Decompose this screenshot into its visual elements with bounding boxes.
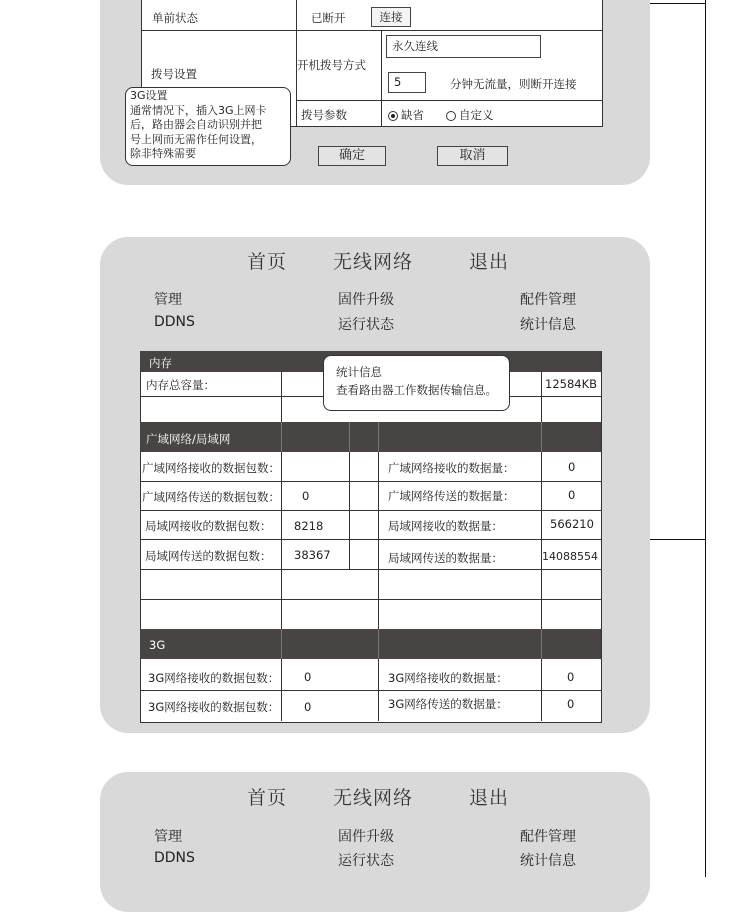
lan-tx-bytes-value: 14088554 bbox=[542, 550, 598, 563]
idle-suffix: 分钟无流量，则断开连接 bbox=[450, 77, 577, 91]
memory-total-value: 12584KB bbox=[545, 377, 598, 391]
cancel-button[interactable]: 取消 bbox=[437, 146, 508, 166]
3g-rx-packets-value: 0 bbox=[304, 670, 312, 684]
3g-settings-tip bbox=[125, 87, 291, 166]
param-custom-option[interactable]: 自定义 bbox=[446, 107, 494, 123]
3g-rx-bytes-label: 3G网络接收的数据量： bbox=[388, 671, 508, 685]
stats-tooltip bbox=[323, 355, 510, 411]
menu-firmware[interactable]: 固件升级 bbox=[338, 292, 394, 308]
menu-stats[interactable]: 统计信息 bbox=[520, 317, 576, 333]
idle-minutes-input[interactable]: 5 bbox=[388, 72, 426, 93]
tip-title: 3G设置 bbox=[130, 89, 168, 102]
wan-rx-bytes-value: 0 bbox=[568, 460, 576, 474]
dial-mode-field[interactable]: 永久连线 bbox=[386, 35, 541, 58]
lan-tx-packets-value: 38367 bbox=[294, 548, 331, 562]
menu-parts[interactable]: 配件管理 bbox=[520, 829, 576, 845]
wan-rx-packets-label: 广域网络接收的数据包数： bbox=[142, 461, 280, 475]
menu-manage[interactable]: 管理 bbox=[154, 292, 182, 308]
radio-unselected-icon bbox=[446, 111, 456, 121]
lan-tx-packets-label: 局域网传送的数据包数： bbox=[145, 549, 272, 563]
3g-tx-bytes-value: 0 bbox=[567, 697, 575, 711]
nav-wireless[interactable]: 无线网络 bbox=[333, 251, 414, 273]
nav-home[interactable]: 首页 bbox=[247, 787, 288, 809]
3g-tx-bytes-label: 3G网络传送的数据量： bbox=[388, 697, 508, 711]
wan-tx-packets-label: 广域网络传送的数据包数： bbox=[142, 490, 280, 504]
tip-line: 后，路由器会自动识别并把 bbox=[130, 118, 262, 131]
connect-button[interactable]: 连接 bbox=[371, 7, 411, 27]
wan-tx-bytes-value: 0 bbox=[568, 488, 576, 502]
param-default-option[interactable]: 缺省 bbox=[388, 107, 424, 123]
menu-ddns[interactable]: DDNS bbox=[154, 850, 195, 866]
tip-line: 通常情况下，插入3G上网卡 bbox=[130, 103, 267, 117]
menu-status[interactable]: 运行状态 bbox=[338, 853, 394, 869]
memory-total-label: 内存总容量： bbox=[146, 378, 215, 392]
menu-stats[interactable]: 统计信息 bbox=[520, 853, 576, 869]
dial-params-label: 拨号参数 bbox=[301, 108, 347, 122]
menu-parts[interactable]: 配件管理 bbox=[520, 292, 576, 308]
menu-ddns[interactable]: DDNS bbox=[154, 314, 195, 330]
menu-manage[interactable]: 管理 bbox=[154, 829, 182, 845]
status-value: 已断开 bbox=[311, 11, 346, 25]
3g-rx-packets-label: 3G网络接收的数据包数： bbox=[148, 671, 280, 685]
tooltip-title: 统计信息 bbox=[336, 365, 382, 379]
memory-header: 内存 bbox=[149, 356, 172, 370]
nav-wireless[interactable]: 无线网络 bbox=[333, 787, 414, 809]
tooltip-text: 查看路由器工作数据传输信息。 bbox=[336, 383, 497, 397]
radio-selected-icon bbox=[388, 111, 398, 121]
tip-line: 号上网而无需作任何设置， bbox=[130, 132, 262, 146]
3g-rx-packets-label-2: 3G网络接收的数据包数： bbox=[148, 700, 280, 714]
lan-rx-bytes-label: 局域网接收的数据量： bbox=[388, 519, 503, 533]
lan-tx-bytes-label: 局域网传送的数据量： bbox=[388, 551, 503, 565]
menu-status[interactable]: 运行状态 bbox=[338, 317, 394, 333]
connector-vertical-line bbox=[705, 0, 706, 877]
wan-lan-header: 广域网络/局域网 bbox=[146, 432, 231, 446]
3g-header: 3G bbox=[149, 638, 166, 652]
lan-rx-packets-label: 局域网接收的数据包数： bbox=[145, 519, 272, 533]
wan-rx-bytes-label: 广域网络接收的数据量： bbox=[388, 461, 515, 475]
menu-firmware[interactable]: 固件升级 bbox=[338, 829, 394, 845]
3g-rx-packets-value-2: 0 bbox=[304, 700, 312, 714]
wan-lan-header-row bbox=[140, 422, 601, 452]
confirm-button[interactable]: 确定 bbox=[318, 146, 386, 166]
nav-logout[interactable]: 退出 bbox=[469, 787, 510, 809]
3g-header-row bbox=[140, 629, 601, 659]
lan-rx-packets-value: 8218 bbox=[294, 519, 324, 533]
dial-settings-label: 拨号设置 bbox=[151, 67, 197, 81]
3g-rx-bytes-value: 0 bbox=[567, 670, 575, 684]
nav-logout[interactable]: 退出 bbox=[469, 251, 510, 273]
dial-mode-label: 开机拨号方式 bbox=[297, 58, 366, 72]
nav-home[interactable]: 首页 bbox=[247, 251, 288, 273]
wan-tx-packets-value: 0 bbox=[302, 489, 310, 503]
wan-tx-bytes-label: 广域网络传送的数据量： bbox=[388, 489, 515, 503]
lan-rx-bytes-value: 566210 bbox=[550, 517, 594, 531]
status-label: 单前状态 bbox=[152, 11, 198, 25]
tip-line: 除非特殊需要 bbox=[130, 147, 196, 160]
